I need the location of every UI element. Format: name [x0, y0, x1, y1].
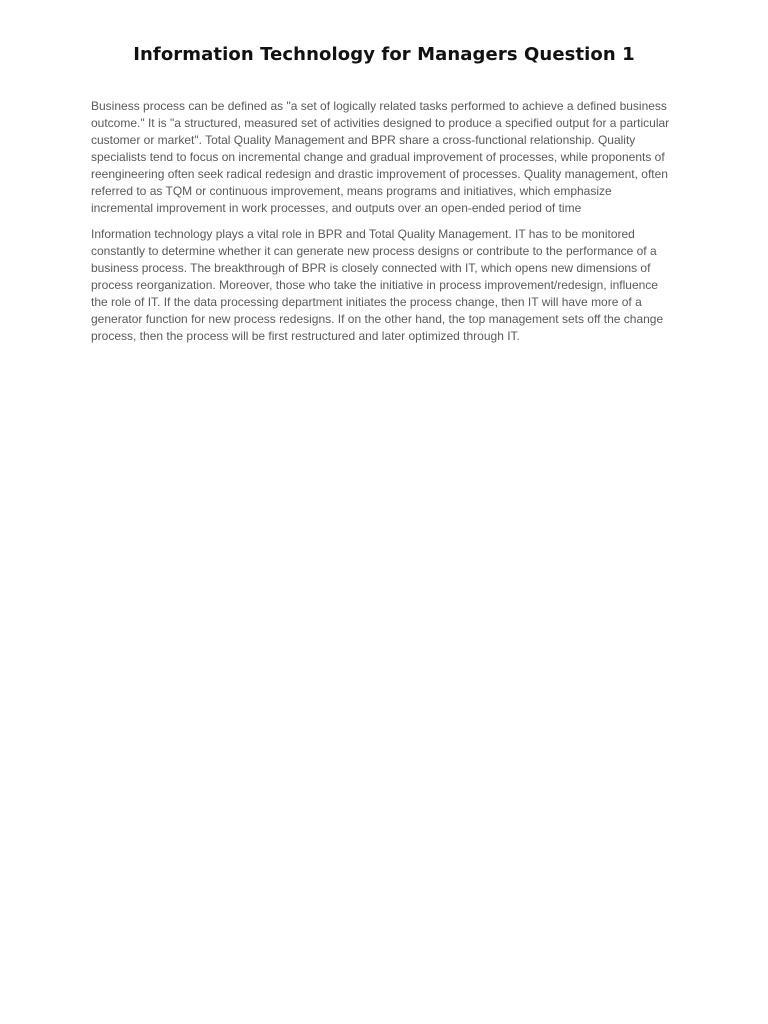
page-title: Information Technology for Managers Question 1 [133, 44, 635, 65]
document-body [91, 98, 675, 354]
paragraph-2: Information technology plays a vital role in BPR and Total Quality Management. IT has to be monitored constantly to determine whether it can generate new process designs or contribute to the performance of a business process. The breakthrough of BPR is closely connected with IT, which opens new dimensions of process reorganization. Moreover, those who take the initiative in process improvement/redesign, influence the role of IT. If the data processing department initiates the process change, then IT will have more of a generator function for new process redesigns. If on the other hand, the top management sets off the change process, then the process will be first restructured and later optimized through IT. [91, 227, 664, 343]
paragraph-1: Business process can be defined as "a set of logically related tasks performed to achieve a defined business outcome." It is "a structured, measured set of activities designed to produce a specified output for a particular customer or market". Total Quality Management and BPR share a cross-functional relationship. Quality specialists tend to focus on incremental change and gradual improvement of processes, while proponents of reengineering often seek radical redesign and drastic improvement of processes. Quality management, often referred to as TQM or continuous improvement, means programs and initiatives, which emphasize incremental improvement in work processes, and outputs over an open-ended period of time [91, 99, 670, 215]
